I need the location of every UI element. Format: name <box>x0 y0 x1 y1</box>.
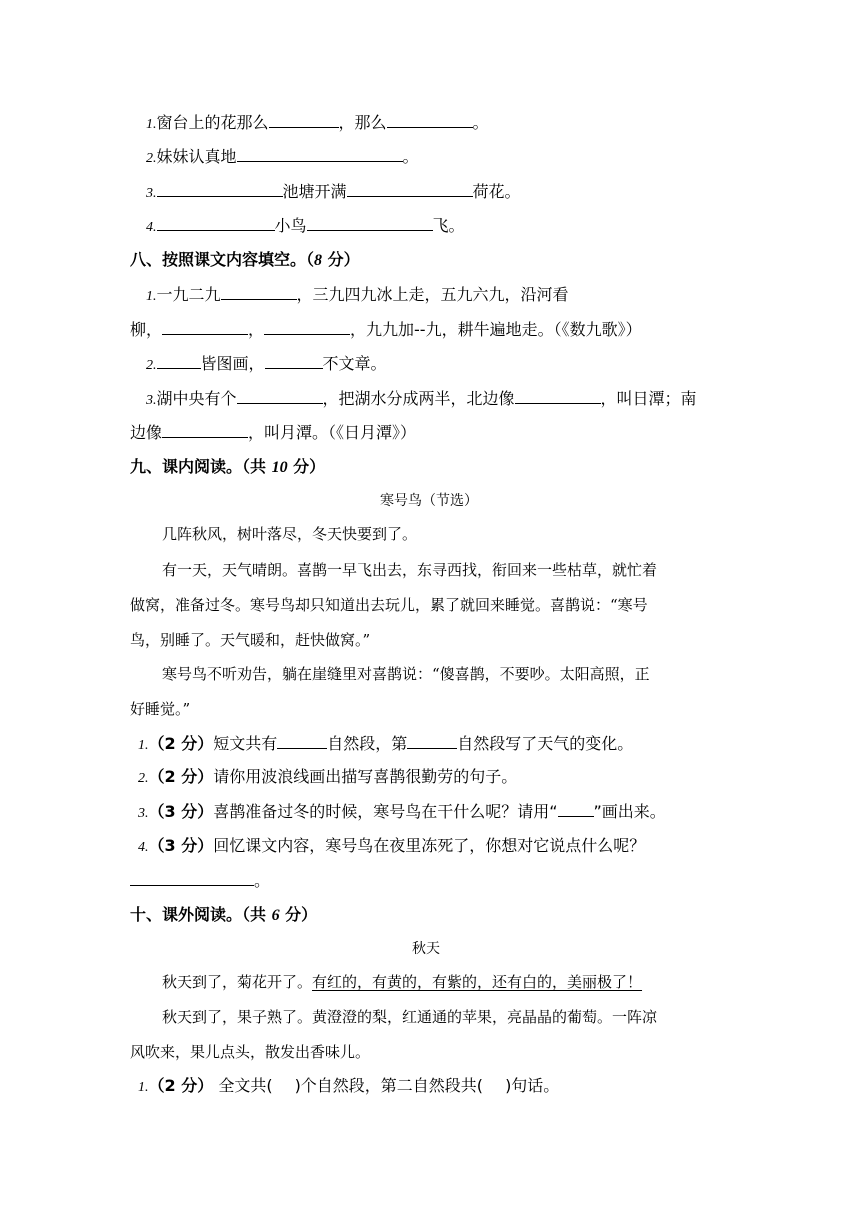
answer-blank[interactable] <box>162 319 248 335</box>
answer-blank[interactable] <box>221 284 297 300</box>
s10-p2-line1: 秋天到了，果子熟了。黄澄澄的梨，红通通的苹果，亮晶晶的葡萄。一阵凉 <box>162 1008 658 1026</box>
answer-blank[interactable] <box>269 112 339 128</box>
s9-q4-answer-line: 。 <box>130 870 270 891</box>
passage-title: 寒号鸟（节选） <box>380 493 478 509</box>
answer-blank[interactable] <box>307 215 433 231</box>
answer-blank[interactable] <box>237 146 403 162</box>
s9-q3: 3.（3 分）喜鹊准备过冬的时候，寒号鸟在干什么呢？请用“ ”画出来。 <box>138 802 666 821</box>
underline-sample <box>558 801 594 817</box>
section-10-heading: 十、课外阅读。（共 6 分） <box>130 905 318 924</box>
s7-item-4: 4. 小鸟 飞。 <box>146 216 465 235</box>
answer-blank[interactable] <box>130 870 254 886</box>
s9-p3-line2: 好睡觉。” <box>130 700 191 718</box>
s8-q1-line1: 1.一九二九 ，三九四九冰上走，五九六九，沿河看 <box>146 285 569 304</box>
s9-q1: 1.（2 分）短文共有 自然段，第 自然段写了天气的变化。 <box>138 734 634 753</box>
answer-blank[interactable] <box>265 353 323 369</box>
answer-blank[interactable] <box>387 112 473 128</box>
s9-p2-line3: 鸟，别睡了。天气暖和，赶快做窝。” <box>130 631 371 649</box>
answer-blank[interactable] <box>157 181 283 197</box>
s9-p2-line2: 做窝，准备过冬。寒号鸟却只知道出去玩儿，累了就回来睡觉。喜鹊说：“寒号 <box>130 596 648 614</box>
answer-blank[interactable] <box>277 733 327 749</box>
s9-p2-line1: 有一天，天气晴朗。喜鹊一早飞出去，东寻西找，衔回来一些枯草，就忙着 <box>162 561 658 579</box>
answer-blank[interactable] <box>264 319 350 335</box>
s7-item-1: 1.窗台上的花那么 ，那么 。 <box>146 113 489 132</box>
s8-q3-line2: 边像 ，叫月潭。（《日月潭》） <box>130 423 417 442</box>
answer-blank[interactable] <box>237 388 323 404</box>
s8-q1-line2: 柳， ， ，九九加--九，耕牛遍地走。（《数九歌》） <box>130 320 642 339</box>
s9-p3-line1: 寒号鸟不听劝告，躺在崖缝里对喜鹊说：“傻喜鹊，不要吵。太阳高照，正 <box>162 665 650 683</box>
s7-item-3: 3. 池塘开满 荷花。 <box>146 182 521 201</box>
underlined-sentence: 有红的，有黄的，有紫的，还有白的，美丽极了！ <box>312 973 643 991</box>
s8-q3-line1: 3.湖中央有个 ，把湖水分成两半，北边像 ，叫日潭；南 <box>146 389 697 408</box>
s10-q1: 1.（2 分） 全文共( )个自然段，第二自然段共( )句话。 <box>138 1076 560 1095</box>
answer-blank[interactable] <box>515 388 601 404</box>
answer-blank[interactable] <box>157 215 275 231</box>
s8-q2: 2. 皆图画， 不文章。 <box>146 354 387 373</box>
s9-q2: 2.（2 分）请你用波浪线画出描写喜鹊很勤劳的句子。 <box>138 767 518 786</box>
s10-p1: 秋天到了，菊花开了。有红的，有黄的，有紫的，还有白的，美丽极了！ <box>162 973 643 991</box>
s9-q4: 4.（3 分）回忆课文内容，寒号鸟在夜里冻死了，你想对它说点什么呢？ <box>138 836 646 855</box>
s10-p2-line2: 风吹来，果儿点头，散发出香味儿。 <box>130 1043 371 1061</box>
answer-blank[interactable] <box>347 181 473 197</box>
answer-blank[interactable] <box>157 353 201 369</box>
s7-item-2: 2.妹妹认真地 。 <box>146 147 419 166</box>
answer-blank[interactable] <box>162 422 248 438</box>
passage-title: 秋天 <box>412 941 440 957</box>
section-8-heading: 八、按照课文内容填空。（8 分） <box>130 250 360 269</box>
s9-p1: 几阵秋风，树叶落尽，冬天快要到了。 <box>162 525 418 543</box>
answer-blank[interactable] <box>407 733 457 749</box>
section-9-heading: 九、课内阅读。（共 10 分） <box>130 457 326 476</box>
